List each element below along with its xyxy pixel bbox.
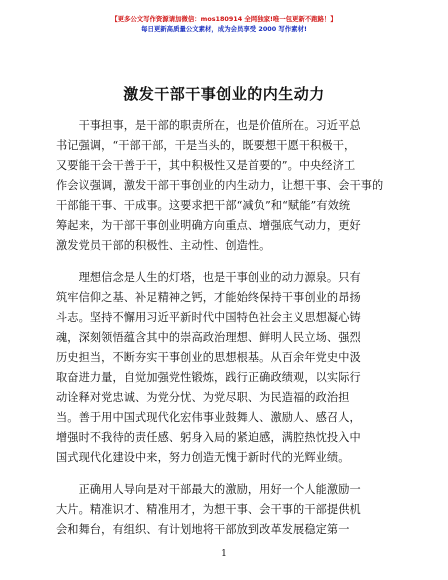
paragraph-1 — [56, 116, 392, 256]
text-line: 魂，深刻领悟蕴含其中的崇高政治理想、鲜明人民立场、强烈 — [56, 331, 361, 344]
text-line: 书记强调，“干部干部，干是当头的，既要想干愿干积极干， — [56, 139, 356, 152]
text-line: 增强时不我待的责任感、躬身入局的紧迫感，满腔热忱投入中 — [56, 431, 361, 444]
document-body — [56, 116, 392, 552]
text-line: 筑牢信仰之基、补足精神之钙，才能始终保持干事创业的昂扬 — [56, 291, 361, 304]
page-number: 1 — [221, 549, 227, 559]
promo-banner — [0, 14, 448, 34]
text-line: 作会议强调，激发干部干事创业的内生动力，让想干事、会干事的 — [56, 179, 384, 192]
text-line: 动诠释对党忠诚、为党分忧、为党尽职、为民造福的政治担 — [56, 391, 350, 404]
document-title: 激发干部干事创业的内生动力 — [123, 85, 325, 103]
text-line: 干部能干事、干成事。这要求把干部“减负”和“赋能”有效统 — [56, 199, 351, 212]
paragraph-3 — [56, 480, 392, 540]
paragraph-2 — [56, 268, 392, 468]
text-line: 当。善于用中国式现代化宏伟事业鼓舞人、激励人、感召人， — [56, 411, 361, 424]
text-line: 会和舞台，有组织、有计划地将干部放到改革发展稳定第一 — [56, 523, 350, 536]
text-line: 历史担当，不断夯实干事创业的思想根基。从百余年党史中汲 — [56, 351, 361, 364]
promo-banner-line-2: 每日更新高质量公文素材，成为会员享受 2000 写作素材! — [141, 25, 307, 33]
text-line: 斗志。坚持不懈用习近平新时代中国特色社会主义思想凝心铸 — [56, 311, 361, 324]
promo-banner-line-1: 【更多公文写作资源请加微信：mos180914 全网独家!唯一包更新不跑路！】 — [111, 15, 337, 23]
text-line: 理想信念是人生的灯塔，也是干事创业的动力源泉。只有 — [56, 271, 361, 284]
text-line: 筹起来，为干部干事创业明确方向重点、增强底气动力，更好 — [56, 219, 361, 232]
text-line: 又要能干会干善于干，其中积极性又是首要的”。中央经济工 — [56, 159, 356, 172]
text-line: 激发党员干部的积极性、主动性、创造性。 — [56, 239, 271, 252]
text-line: 国式现代化建设中来，努力创造无愧于新时代的光辉业绩。 — [56, 451, 350, 464]
text-line: 取奋进力量，自觉加强党性锻炼，践行正确政绩观，以实际行 — [56, 371, 361, 384]
text-line: 正确用人导向是对干部最大的激励，用好一个人能激励一 — [56, 483, 361, 496]
text-line: 干事担事，是干部的职责所在，也是价值所在。习近平总 — [56, 119, 361, 132]
text-line: 大片。精准识才、精准用才，为想干事、会干事的干部提供机 — [56, 503, 361, 516]
